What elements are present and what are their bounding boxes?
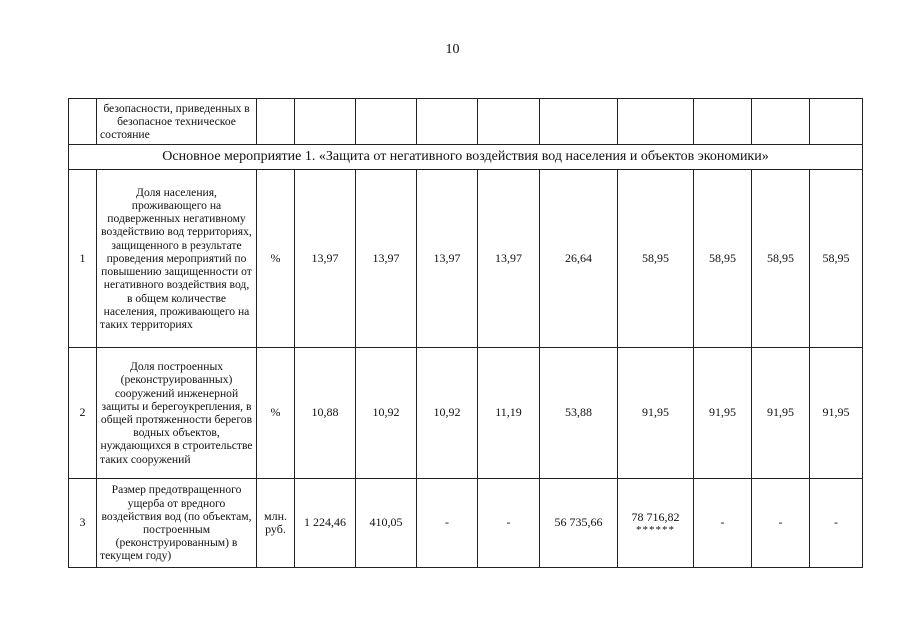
cell-value: 13,97	[356, 170, 417, 348]
cell-value: 26,64	[540, 170, 618, 348]
cell-value: 410,05	[356, 479, 417, 568]
cell-value: 56 735,66	[540, 479, 618, 568]
cell-value: 53,88	[540, 348, 618, 479]
cell-value: 58,95	[810, 170, 863, 348]
cell-empty	[295, 99, 356, 145]
cell-unit: %	[257, 170, 295, 348]
cell-num: 3	[69, 479, 97, 568]
page-number: 10	[445, 42, 460, 57]
cell-value: 13,97	[417, 170, 478, 348]
cell-num: 2	[69, 348, 97, 479]
cell-description: Размер предотвращенного ущерба от вредного воздействия вод (по объектам, построенным (реконструированным) в текущем году)	[97, 479, 257, 568]
cell-description: Доля населения, проживающего на подверженных негативному воздействию вод территориях, защищенного в результате проведения мероприятий по повышению защищенности от негативного воздействия вод, в общем количестве населения, проживающего на таких территориях	[97, 170, 257, 348]
cell-num	[69, 99, 97, 145]
cell-value: -	[478, 479, 540, 568]
indicators-table	[68, 98, 863, 568]
cell-unit: %	[257, 348, 295, 479]
cell-value: 91,95	[694, 348, 752, 479]
cell-empty	[694, 99, 752, 145]
cell-value: 91,95	[810, 348, 863, 479]
cell-value: -	[694, 479, 752, 568]
cell-empty	[540, 99, 618, 145]
table-row	[69, 170, 863, 348]
section-title-row	[69, 145, 863, 170]
cell-value: 10,88	[295, 348, 356, 479]
table-row-continued	[69, 99, 863, 145]
cell-description: Доля построенных (реконструированных) сооружений инженерной защиты и берегоукрепления, в общей протяженности берегов водных объектов, нуждающихся в строительстве таких сооружений	[97, 348, 257, 479]
cell-value: 91,95	[752, 348, 810, 479]
cell-value: -	[417, 479, 478, 568]
cell-empty	[810, 99, 863, 145]
cell-empty	[257, 99, 295, 145]
cell-empty	[618, 99, 694, 145]
table-row	[69, 479, 863, 568]
cell-description: безопасности, приведенных в безопасное техническое состояние	[97, 99, 257, 145]
cell-value: 58,95	[752, 170, 810, 348]
cell-value: 58,95	[694, 170, 752, 348]
cell-empty	[356, 99, 417, 145]
table-row	[69, 348, 863, 479]
cell-value: 13,97	[478, 170, 540, 348]
cell-value: 58,95	[618, 170, 694, 348]
cell-value: -	[810, 479, 863, 568]
cell-value: -	[752, 479, 810, 568]
cell-value	[618, 479, 694, 568]
cell-value: 10,92	[417, 348, 478, 479]
cell-num: 1	[69, 170, 97, 348]
cell-value: 91,95	[618, 348, 694, 479]
footnote-mark: ******	[636, 523, 675, 536]
cell-value: 10,92	[356, 348, 417, 479]
cell-empty	[478, 99, 540, 145]
cell-empty	[417, 99, 478, 145]
cell-value: 13,97	[295, 170, 356, 348]
cell-empty	[752, 99, 810, 145]
cell-value: 1 224,46	[295, 479, 356, 568]
cell-unit: млн. руб.	[257, 479, 295, 568]
value-text: 78 716,82	[631, 510, 680, 525]
cell-value: 11,19	[478, 348, 540, 479]
section-title: Основное мероприятие 1. «Защита от негативного воздействия вод населения и объектов экономики»	[69, 145, 863, 170]
